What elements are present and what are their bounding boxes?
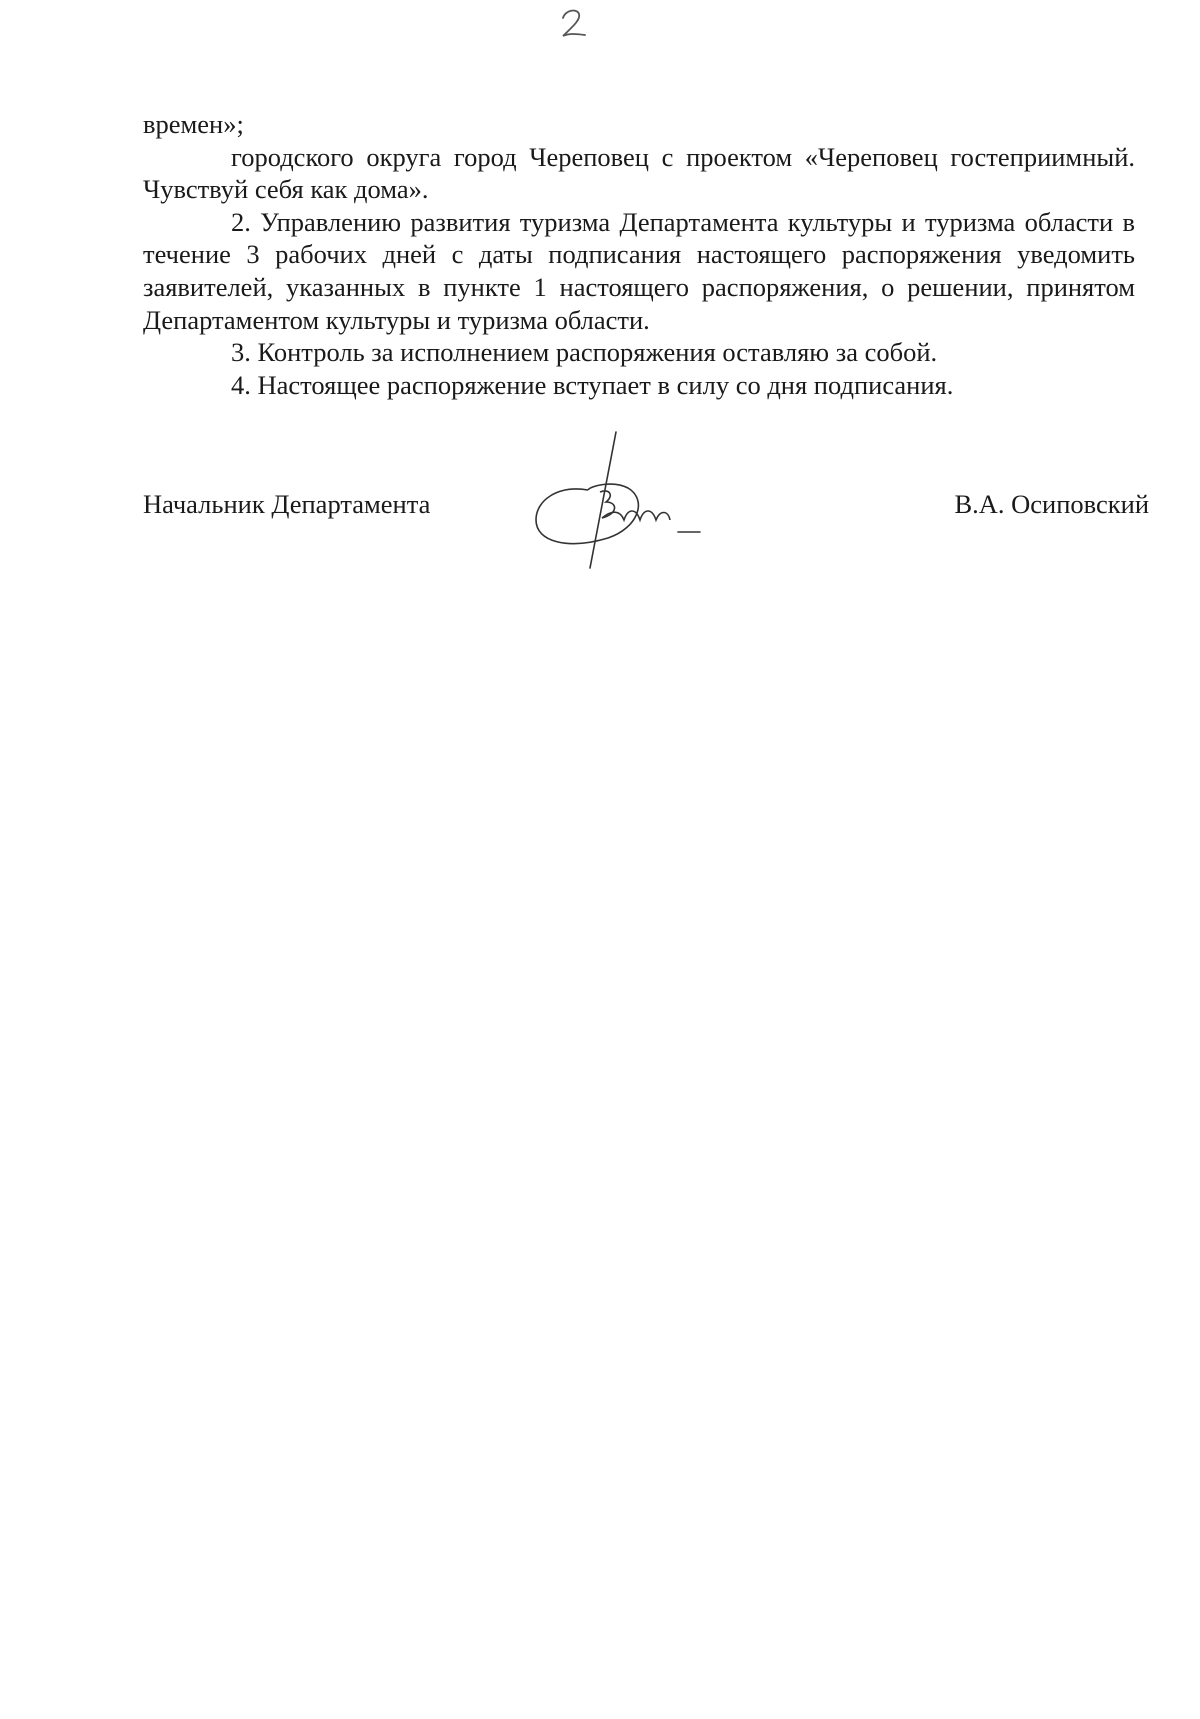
- signer-name: В.А. Осиповский: [954, 489, 1149, 519]
- handwritten-page-number: [555, 4, 595, 44]
- paragraph-item-3: 3. Контроль за исполнением распоряжения оставляю за собой.: [231, 337, 938, 368]
- paragraph-cherepovets-project: городского округа город Череповец с проектом «Череповец гостеприимный. Чувствуй себя как дома».: [143, 141, 1135, 205]
- document-body: [143, 108, 1135, 401]
- paragraph-continuation: времен»;: [143, 109, 244, 139]
- signer-title: Начальник Департамента: [143, 489, 431, 519]
- handwritten-signature: [528, 430, 738, 570]
- paragraph-item-2: 2. Управлению развития туризма Департамента культуры и туризма области в течение 3 рабочих дней с даты подписания настоящего распоряжения уведомить заявителей, указанных в пункте 1 настоящего распоряжения, о решении, принятом Департаментом культуры и туризма области.: [143, 206, 1135, 335]
- paragraph-item-4: 4. Настоящее распоряжение вступает в силу со дня подписания.: [231, 369, 954, 400]
